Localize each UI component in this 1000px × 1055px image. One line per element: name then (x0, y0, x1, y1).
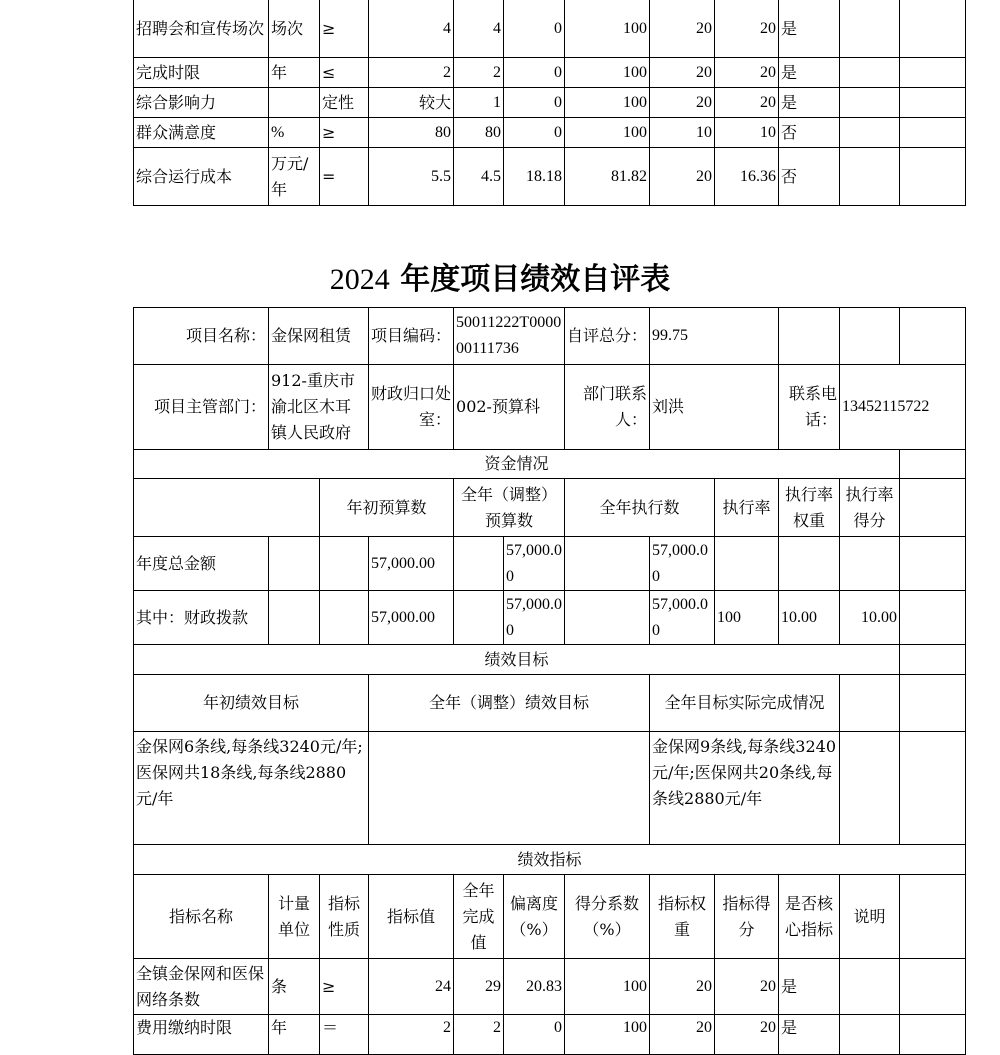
section-header-row (134, 645, 966, 675)
finance-label: 财政归口处室： (369, 365, 454, 450)
indicator-name-header: 指标名称 (134, 875, 269, 959)
note-header: 说明 (840, 875, 900, 959)
indicator-coefficient: 100 (565, 0, 650, 58)
unit-header: 计量单位 (269, 875, 320, 959)
indicator-deviation: 0 (504, 88, 565, 118)
table-row (134, 0, 966, 58)
table-row (134, 148, 966, 206)
indicator-operator: ＝ (320, 1015, 369, 1055)
initial-goal-text: 金保网6条线,每条线3240元/年;医保网共18条线,每条线2880元/年 (134, 732, 369, 845)
fiscal-weight-value: 10.00 (779, 591, 840, 645)
indicator-weight: 20 (650, 959, 715, 1015)
indicator-extra (900, 0, 966, 58)
dept-label: 项目主管部门： (134, 365, 269, 450)
weight-header: 指标权重 (650, 875, 715, 959)
indicator-actual: 29 (454, 959, 504, 1015)
indicator-core: 是 (779, 88, 840, 118)
indicator-core: 否 (779, 118, 840, 148)
indicator-score: 20 (715, 0, 779, 58)
indicator-target: 2 (369, 1015, 454, 1055)
initial-goal-header: 年初绩效目标 (134, 675, 369, 732)
indicator-actual: 2 (454, 58, 504, 88)
actual-goal-text: 金保网9条线,每条线3240元/年;医保网共20条线,每条线2880元/年 (650, 732, 840, 845)
indicator-name: 综合影响力 (134, 88, 269, 118)
fiscal-score-value: 10.00 (840, 591, 900, 645)
fiscal-executed-value: 57,000.00 (650, 591, 715, 645)
indicator-actual: 4.5 (454, 148, 504, 206)
section-header-row (134, 845, 966, 875)
indicator-unit: 场次 (269, 0, 320, 58)
empty-cell (900, 479, 966, 537)
initial-budget-header: 年初预算数 (320, 479, 454, 537)
indicator-weight: 10 (650, 118, 715, 148)
empty-cell (454, 591, 504, 645)
funds-header-row (134, 479, 966, 537)
empty-cell (840, 537, 900, 591)
indicator-name: 全镇金保网和医保网络条数 (134, 959, 269, 1015)
indicator-core: 是 (779, 959, 840, 1015)
project-name-value: 金保网租赁 (269, 308, 369, 365)
indicator-actual: 80 (454, 118, 504, 148)
indicator-score: 20 (715, 959, 779, 1015)
total-amount-label: 年度总金额 (134, 537, 269, 591)
indicator-core: 是 (779, 0, 840, 58)
indicator-extra (900, 118, 966, 148)
exec-rate-weight-header: 执行率权重 (779, 479, 840, 537)
nature-header: 指标性质 (320, 875, 369, 959)
empty-cell (269, 537, 320, 591)
empty-cell (900, 591, 966, 645)
project-info-row (134, 365, 966, 450)
empty-cell (900, 450, 966, 479)
indicator-unit: 万元/年 (269, 148, 320, 206)
contact-label: 部门联系人： (565, 365, 650, 450)
fiscal-initial-value: 57,000.00 (369, 591, 454, 645)
indicator-extra (900, 1015, 966, 1055)
indicator-score: 10 (715, 118, 779, 148)
score-header: 指标得分 (715, 875, 779, 959)
indicator-actual: 2 (454, 1015, 504, 1055)
indicator-deviation: 20.83 (504, 959, 565, 1015)
project-code-label: 项目编码： (369, 308, 454, 365)
indicator-core: 否 (779, 148, 840, 206)
indicator-note (840, 959, 900, 1015)
indicator-name: 群众满意度 (134, 118, 269, 148)
indicator-extra (900, 959, 966, 1015)
indicator-operator: ≥ (320, 118, 369, 148)
indicator-target: 24 (369, 959, 454, 1015)
fiscal-rate-value: 100 (715, 591, 779, 645)
goals-section-title: 绩效目标 (134, 645, 900, 675)
table-row (134, 1015, 966, 1055)
actual-goal-header: 全年目标实际完成情况 (650, 675, 840, 732)
indicator-weight: 20 (650, 148, 715, 206)
indicator-coefficient: 100 (565, 959, 650, 1015)
fiscal-adjusted-value: 57,000.00 (504, 591, 565, 645)
indicator-score: 20 (715, 88, 779, 118)
indicator-deviation: 0 (504, 58, 565, 88)
title-text: 年度项目绩效自评表 (400, 262, 671, 297)
table-row (134, 959, 966, 1015)
indicator-deviation: 0 (504, 1015, 565, 1055)
core-header: 是否核心指标 (779, 875, 840, 959)
adjusted-goal-header: 全年（调整）绩效目标 (369, 675, 650, 732)
funds-total-row (134, 537, 966, 591)
indicator-operator: ≥ (320, 959, 369, 1015)
indicator-unit: 年 (269, 1015, 320, 1055)
coefficient-header: 得分系数（%） (565, 875, 650, 959)
indicator-name: 费用缴纳时限 (134, 1015, 269, 1055)
exec-rate-score-header: 执行率得分 (840, 479, 900, 537)
empty-cell (269, 591, 320, 645)
empty-cell (900, 537, 966, 591)
total-executed-value: 57,000.00 (650, 537, 715, 591)
table-row (134, 58, 966, 88)
table-row (134, 88, 966, 118)
indicator-note (840, 1015, 900, 1055)
indicator-weight: 20 (650, 0, 715, 58)
indicator-deviation: 0 (504, 0, 565, 58)
self-evaluation-form (133, 307, 966, 1055)
phone-label: 联系电话： (779, 365, 840, 450)
empty-cell (565, 537, 650, 591)
indicator-unit: 年 (269, 58, 320, 88)
indicator-operator: ≥ (320, 0, 369, 58)
indicators-section-title: 绩效指标 (134, 845, 966, 875)
project-code-value: 50011222T000000111736 (454, 308, 565, 365)
empty-cell (900, 732, 966, 845)
self-score-label: 自评总分： (565, 308, 650, 365)
empty-cell (320, 537, 369, 591)
empty-cell (454, 537, 504, 591)
indicator-coefficient: 100 (565, 118, 650, 148)
target-header: 指标值 (369, 875, 454, 959)
indicator-extra (900, 148, 966, 206)
indicator-core: 是 (779, 58, 840, 88)
indicator-target: 2 (369, 58, 454, 88)
project-info-row (134, 308, 966, 365)
total-initial-value: 57,000.00 (369, 537, 454, 591)
indicator-score: 16.36 (715, 148, 779, 206)
indicator-weight: 20 (650, 58, 715, 88)
page-title (0, 258, 1000, 302)
empty-cell (900, 675, 966, 732)
indicator-target: 较大 (369, 88, 454, 118)
empty-cell (565, 591, 650, 645)
project-name-label: 项目名称： (134, 308, 269, 365)
actual-header: 全年完成值 (454, 875, 504, 959)
empty-cell (715, 537, 779, 591)
exec-rate-header: 执行率 (715, 479, 779, 537)
indicator-note (840, 58, 900, 88)
indicator-coefficient: 100 (565, 1015, 650, 1055)
indicator-operator: ≤ (320, 58, 369, 88)
empty-cell (900, 875, 966, 959)
empty-cell (779, 308, 840, 365)
empty-cell (840, 308, 900, 365)
empty-cell (779, 537, 840, 591)
indicator-note (840, 148, 900, 206)
indicator-unit: 条 (269, 959, 320, 1015)
empty-cell (840, 732, 900, 845)
empty-cell (840, 675, 900, 732)
indicator-unit: % (269, 118, 320, 148)
executed-header: 全年执行数 (565, 479, 715, 537)
title-year: 2024 (329, 263, 390, 296)
indicator-operator: 定性 (320, 88, 369, 118)
total-adjusted-value: 57,000.00 (504, 537, 565, 591)
phone-value: 13452115722 (840, 365, 966, 450)
empty-cell (900, 645, 966, 675)
adjusted-budget-header: 全年（调整）预算数 (454, 479, 565, 537)
top-indicator-table (133, 0, 966, 206)
indicator-target: 80 (369, 118, 454, 148)
indicator-actual: 4 (454, 0, 504, 58)
indicator-deviation: 0 (504, 118, 565, 148)
indicator-operator: = (320, 148, 369, 206)
indicator-weight: 20 (650, 1015, 715, 1055)
goals-content-row (134, 732, 966, 845)
indicator-note (840, 88, 900, 118)
indicator-name: 招聘会和宣传场次 (134, 0, 269, 58)
indicator-core: 是 (779, 1015, 840, 1055)
indicator-actual: 1 (454, 88, 504, 118)
indicator-target: 5.5 (369, 148, 454, 206)
indicator-extra (900, 58, 966, 88)
indicator-unit (269, 88, 320, 118)
empty-cell (134, 479, 320, 537)
deviation-header: 偏离度（%） (504, 875, 565, 959)
indicator-deviation: 18.18 (504, 148, 565, 206)
indicator-coefficient: 100 (565, 58, 650, 88)
indicator-weight: 20 (650, 88, 715, 118)
goals-header-row (134, 675, 966, 732)
indicator-note (840, 118, 900, 148)
indicator-name: 综合运行成本 (134, 148, 269, 206)
indicator-coefficient: 81.82 (565, 148, 650, 206)
funds-fiscal-row (134, 591, 966, 645)
indicator-score: 20 (715, 1015, 779, 1055)
section-header-row (134, 450, 966, 479)
indicator-name: 完成时限 (134, 58, 269, 88)
finance-value: 002-预算科 (454, 365, 565, 450)
indicators-header-row (134, 875, 966, 959)
indicator-score: 20 (715, 58, 779, 88)
fiscal-label: 其中：财政拨款 (134, 591, 269, 645)
contact-value: 刘洪 (650, 365, 779, 450)
indicator-target: 4 (369, 0, 454, 58)
table-row (134, 118, 966, 148)
dept-value: 912-重庆市渝北区木耳镇人民政府 (269, 365, 369, 450)
funds-section-title: 资金情况 (134, 450, 900, 479)
adjusted-goal-text (369, 732, 650, 845)
empty-cell (900, 308, 966, 365)
empty-cell (320, 591, 369, 645)
indicator-coefficient: 100 (565, 88, 650, 118)
indicator-extra (900, 88, 966, 118)
indicator-note (840, 0, 900, 58)
self-score-value: 99.75 (650, 308, 779, 365)
